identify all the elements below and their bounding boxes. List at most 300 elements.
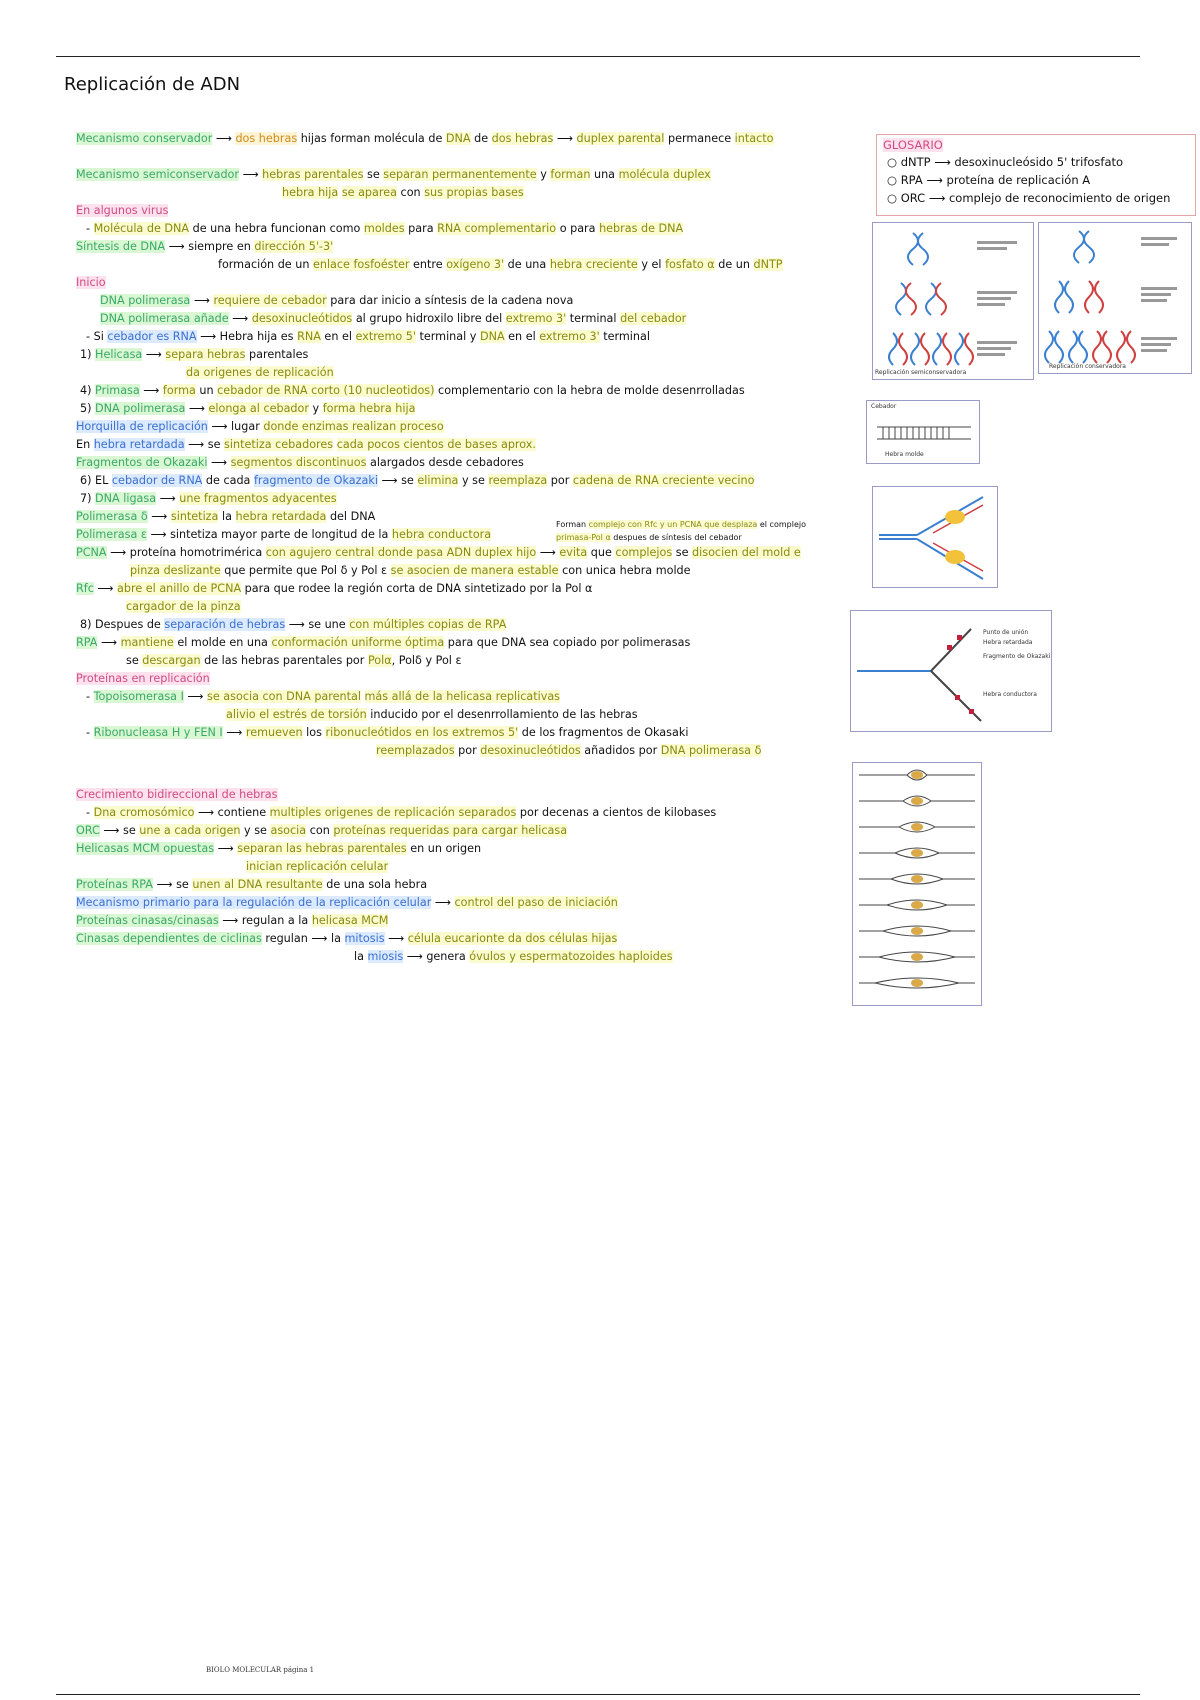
note-line — [76, 456, 524, 469]
note-text: DNA polimerasa — [95, 402, 186, 415]
note-text: para — [404, 222, 438, 235]
note-text: Primasa — [95, 384, 140, 397]
arrow-text: ⟶ — [285, 618, 309, 631]
arrow-text: ⟶ — [185, 402, 209, 415]
arrow-text: ⟶ — [553, 132, 577, 145]
note-text: ORC — [76, 824, 100, 837]
arrow-text: ⟶ — [139, 384, 163, 397]
note-text: DNA polimerasa δ — [660, 744, 762, 757]
note-text: Helicasas MCM opuestas — [76, 842, 215, 855]
arrow-text: ⟶ — [147, 510, 171, 523]
note-text: desoxinucleótidos — [480, 744, 581, 757]
note-text: complejos — [615, 546, 673, 559]
note-line — [76, 132, 774, 145]
note-text: complejo con Rfc y un PCNA que desplaza — [588, 520, 758, 529]
note-line — [76, 896, 618, 909]
note-text: que — [587, 546, 616, 559]
note-text: proteína homotrimérica — [129, 546, 266, 559]
note-text: disocien del mold e — [692, 546, 801, 559]
note-text: alargados desde cebadores — [366, 456, 524, 469]
note-line — [130, 564, 691, 577]
note-text: requiere de cebador — [213, 294, 327, 307]
note-line — [76, 546, 801, 559]
arrow-text: ⟶ — [207, 420, 232, 433]
glossary-list — [887, 155, 1170, 209]
arrow-text: ⟶ — [165, 240, 189, 253]
note-text: y se — [458, 474, 489, 487]
side-note-line — [556, 531, 806, 544]
arrow-text: ⟶ — [106, 546, 130, 559]
note-text: despues de síntesis del cebador — [610, 533, 742, 542]
helicase-marker — [911, 901, 923, 909]
note-text: descargan — [142, 654, 201, 667]
arrow-text: ⟶ — [536, 546, 560, 559]
note-text: separan permanentemente — [383, 168, 537, 181]
note-text: proteínas requeridas para cargar helicasa — [333, 824, 568, 837]
note-text: remueven — [245, 726, 303, 739]
note-text: parentales — [245, 348, 309, 361]
note-text: Mecanismo primario para la regulación de la replicación celular — [76, 896, 432, 909]
note-line — [76, 914, 388, 927]
note-text: al grupo hidroxilo libre del — [352, 312, 506, 325]
note-text: se asocien de manera estable — [390, 564, 559, 577]
arrow-text: ⟶ — [194, 806, 218, 819]
note-text: moldes — [363, 222, 405, 235]
note-text: regulan — [261, 932, 312, 945]
note-text: forma hebra hija — [322, 402, 416, 415]
note-text: duplex parental — [576, 132, 665, 145]
figure-leading-lagging — [850, 610, 1052, 732]
note-text: control del paso de iniciación — [454, 896, 618, 909]
note-line — [76, 510, 375, 523]
helicase-marker — [911, 953, 923, 961]
note-text: de una sola hebra — [322, 878, 428, 891]
note-text: hebras de DNA — [599, 222, 684, 235]
note-text: con múltiples copias de RPA — [349, 618, 507, 631]
note-text: la — [331, 932, 345, 945]
note-line — [80, 492, 337, 505]
top-rule — [56, 56, 1140, 57]
note-line — [86, 330, 650, 343]
note-text: segmentos discontinuos — [230, 456, 367, 469]
note-text: Helicasa — [95, 348, 143, 361]
note-text: asocia — [270, 824, 307, 837]
note-text: una — [590, 168, 619, 181]
note-text: intacto — [734, 132, 774, 145]
note-text: de — [470, 132, 492, 145]
arrow-text: ⟶ — [156, 492, 180, 505]
note-line — [86, 690, 560, 703]
note-text: 5) — [80, 402, 96, 415]
arrow-text: ⟶ — [99, 824, 123, 837]
note-text: , Polδ y Pol ε — [391, 654, 462, 667]
arrow-text: ⟶ — [207, 456, 231, 469]
note-text: Polimerasa δ — [76, 510, 148, 523]
note-text: se — [207, 438, 225, 451]
note-text: o para — [556, 222, 600, 235]
note-text: dos hebras — [235, 132, 298, 145]
note-text: con — [397, 186, 425, 199]
note-text: del cebador — [620, 312, 687, 325]
glossary-item: ○ RPA ⟶ proteína de replicación A — [887, 173, 1091, 187]
helicase-marker — [911, 771, 923, 779]
note-text: se — [126, 654, 143, 667]
note-text: sus propias bases — [424, 186, 524, 199]
note-text: se — [401, 474, 418, 487]
note-text: Síntesis de DNA — [76, 240, 166, 253]
arrow-text: ⟶ — [403, 950, 427, 963]
note-text: helicasa MCM — [311, 914, 389, 927]
note-text: del DNA — [326, 510, 376, 523]
note-text: Forman — [556, 520, 589, 529]
figure-bidirectional — [852, 762, 982, 1006]
arrow-text: ⟶ — [152, 878, 177, 891]
glossary-title: GLOSARIO — [883, 138, 943, 152]
note-text: 1) — [80, 348, 96, 361]
note-text: RNA complementario — [437, 222, 557, 235]
note-text: DNA — [445, 132, 471, 145]
arrow-text: ⟶ — [222, 726, 246, 739]
glossary-item: ○ ORC ⟶ complejo de reconocimiento de origen — [887, 191, 1171, 205]
note-text: En — [76, 438, 94, 451]
note-text: que permite que Pol δ y Pol ε — [220, 564, 391, 577]
note-text: molécula duplex — [618, 168, 711, 181]
note-text: alivio el estrés de torsión — [226, 708, 367, 721]
note-text: hebra conductora — [391, 528, 492, 541]
helicase-marker — [911, 875, 923, 883]
note-line — [86, 222, 683, 235]
note-text: por decenas a cientos de kilobases — [516, 806, 717, 819]
note-text: En algunos virus — [76, 204, 169, 217]
note-text: cebador es RNA — [107, 330, 197, 343]
note-text: con — [306, 824, 334, 837]
note-text: extremo 5' — [355, 330, 416, 343]
note-text: inducido por el desenrrollamiento de las hebras — [366, 708, 638, 721]
arrow-text: ⟶ — [183, 690, 208, 703]
note-text: de cada — [202, 474, 254, 487]
note-text: Polα — [367, 654, 392, 667]
note-text: PCNA — [76, 546, 107, 559]
bottom-rule — [56, 1694, 1140, 1695]
note-text: DNA ligasa — [95, 492, 157, 505]
note-text: terminal — [599, 330, 650, 343]
note-line — [76, 582, 592, 595]
bubbles-illustration — [853, 763, 981, 1005]
note-text: hebra retardada — [93, 438, 185, 451]
note-line — [76, 788, 278, 801]
note-text: terminal y — [415, 330, 480, 343]
note-text: enlace fosfoéster — [312, 258, 410, 271]
arrow-text: ⟶ — [190, 294, 214, 307]
note-line — [376, 744, 761, 757]
note-line — [246, 860, 388, 873]
note-line — [76, 276, 106, 289]
note-text: - — [86, 690, 94, 703]
note-line — [76, 168, 711, 181]
note-text: el molde en una — [173, 636, 272, 649]
note-text: da origenes de replicación — [186, 366, 334, 379]
note-text: Hebra hija es — [219, 330, 298, 343]
note-line — [218, 258, 783, 271]
page-title: Replicación de ADN — [64, 74, 241, 95]
note-text: inician replicación celular — [246, 860, 389, 873]
figure-replication-fork — [872, 486, 998, 588]
note-text: abre el anillo de PCNA — [117, 582, 242, 595]
note-text: en el — [504, 330, 540, 343]
note-text: complementario con la hebra de molde desenrrolladas — [434, 384, 745, 397]
note-text: - — [86, 726, 94, 739]
note-line — [76, 636, 690, 649]
note-text: célula eucarionte da dos células hijas — [407, 932, 618, 945]
note-text: Mecanismo semiconservador — [76, 168, 240, 181]
note-text: mitosis — [344, 932, 385, 945]
note-line — [80, 618, 506, 631]
figure-caption: Replicación conservadora — [1049, 363, 1126, 370]
note-text: Crecimiento bidireccional de hebras — [76, 788, 278, 801]
arrow-text: ⟶ — [184, 438, 208, 451]
helicase-marker — [911, 797, 923, 805]
note-text: añadidos por — [580, 744, 661, 757]
note-text: lugar — [231, 420, 264, 433]
note-text: Horquilla de replicación — [76, 420, 208, 433]
note-line — [76, 204, 168, 217]
note-text: evita — [559, 546, 588, 559]
note-text: Proteínas cinasas/cinasas — [76, 914, 219, 927]
note-text: separan las hebras parentales — [237, 842, 407, 855]
note-text: Cinasas dependientes de ciclinas — [76, 932, 262, 945]
note-text: une fragmentos adyacentes — [179, 492, 337, 505]
note-text: y — [536, 168, 551, 181]
note-text: hebra retardada — [235, 510, 327, 523]
arrow-text: ⟶ — [239, 168, 263, 181]
arrow-text: ⟶ — [228, 312, 252, 325]
note-text: sintetiza cebadores — [224, 438, 334, 451]
arrow-text: ⟶ — [384, 932, 408, 945]
figure-semiconservative — [872, 222, 1034, 380]
note-text: DNA polimerasa — [100, 294, 191, 307]
note-text: se une — [308, 618, 350, 631]
note-text: elonga al cebador — [208, 402, 309, 415]
note-line — [86, 806, 716, 819]
side-note-line — [556, 518, 806, 531]
note-text: genera — [426, 950, 470, 963]
arrow-text: ⟶ — [142, 348, 166, 361]
note-text: por — [547, 474, 573, 487]
glossary-item: ○ dNTP ⟶ desoxinucleósido 5' trifosfato — [887, 155, 1124, 169]
note-text — [361, 690, 365, 703]
note-text: de una hebra funcionan como — [189, 222, 364, 235]
note-text: de los fragmentos de Okasaki — [518, 726, 689, 739]
note-text: el complejo — [757, 520, 806, 529]
note-line — [76, 438, 536, 451]
side-note — [556, 518, 806, 544]
note-text: Polimerasa ε — [76, 528, 147, 541]
note-text: contiene — [217, 806, 270, 819]
note-text: conformación uniforme óptima — [271, 636, 445, 649]
helicase-marker — [911, 823, 923, 831]
note-text: mantiene — [120, 636, 174, 649]
note-text: - — [86, 222, 94, 235]
note-text: fosfato α — [665, 258, 715, 271]
arrow-text: ⟶ — [431, 896, 455, 909]
note-text: cebador de RNA — [111, 474, 203, 487]
note-line — [76, 240, 333, 253]
note-text: la — [218, 510, 236, 523]
note-line — [76, 842, 481, 855]
note-text: se — [123, 824, 140, 837]
note-text: y se — [240, 824, 271, 837]
note-line — [80, 348, 308, 361]
fork-label: Hebra conductora — [983, 691, 1037, 698]
note-text: hebra hija — [282, 186, 339, 199]
figure-caption: Replicación semiconservadora — [875, 369, 967, 376]
note-line — [80, 474, 754, 487]
fork-label: Punto de unión — [983, 629, 1029, 636]
note-text: óvulos y espermatozoides haploides — [469, 950, 673, 963]
dna-helices-illustration — [1039, 223, 1191, 373]
note-line — [86, 726, 688, 739]
note-text: DNA polimerasa añade — [100, 312, 229, 325]
note-text: entre — [409, 258, 447, 271]
note-text: para que rodee la región corta de DNA sintetizado por la Pol α — [241, 582, 593, 595]
note-text: 6) EL — [80, 474, 112, 487]
note-text: regulan a la — [241, 914, 312, 927]
arrow-text: ⟶ — [214, 842, 238, 855]
note-text: cada pocos cientos de bases aprox. — [336, 438, 536, 451]
note-text: Ribonucleasa H y FEN I — [93, 726, 223, 739]
note-text: fragmento de Okazaki — [253, 474, 378, 487]
note-text: sintetiza mayor parte de longitud de la — [170, 528, 392, 541]
note-text: la — [354, 950, 368, 963]
arrow-text: ⟶ — [196, 330, 220, 343]
note-text: extremo 3' — [505, 312, 567, 325]
primer-label: Cebador — [871, 403, 897, 410]
page-footer: BIOLO MOLECULAR página 1 — [206, 1666, 315, 1674]
note-line — [76, 932, 617, 945]
note-text: se — [176, 878, 193, 891]
note-text: unen al DNA resultante — [192, 878, 323, 891]
note-text: Inicio — [76, 276, 106, 289]
note-text: separa hebras — [165, 348, 246, 361]
note-text: forma — [162, 384, 196, 397]
note-text: para dar inicio a síntesis de la cadena nova — [326, 294, 574, 307]
note-line — [126, 654, 462, 667]
note-text: Proteínas RPA — [76, 878, 153, 891]
note-text: para que DNA sea copiado por polimerasas — [444, 636, 691, 649]
fork-label: Fragmento de Okazaki — [983, 653, 1051, 660]
note-line — [80, 384, 745, 397]
arrow-text: ⟶ — [377, 474, 402, 487]
figure-conservative — [1038, 222, 1192, 374]
note-line — [282, 186, 524, 199]
note-text: oxígeno 3' — [446, 258, 505, 271]
note-text: Mecanismo conservador — [76, 132, 213, 145]
note-text: de las hebras parentales por — [200, 654, 368, 667]
note-line — [76, 672, 210, 685]
note-line — [226, 708, 638, 721]
note-line — [76, 420, 444, 433]
note-text: Dna cromosómico — [93, 806, 195, 819]
note-text: Molécula de DNA — [93, 222, 190, 235]
note-text: cebador de RNA corto (10 nucleotidos) — [217, 384, 435, 397]
note-text: y — [308, 402, 323, 415]
note-text: un — [195, 384, 218, 397]
note-text: Proteínas en replicación — [76, 672, 210, 685]
note-text: 4) — [80, 384, 96, 397]
arrow-text: ⟶ — [218, 914, 242, 927]
note-text: permanece — [664, 132, 735, 145]
note-line — [76, 878, 427, 891]
note-text: y el — [637, 258, 666, 271]
note-line — [186, 366, 334, 379]
note-line — [126, 600, 241, 613]
helicase-marker — [911, 979, 923, 987]
note-text: formación de un — [218, 258, 313, 271]
note-text: en el — [320, 330, 356, 343]
note-text: por — [454, 744, 481, 757]
note-text: multiples origenes de replicación separados — [269, 806, 517, 819]
note-line — [80, 402, 415, 415]
note-text: hijas forman molécula de — [297, 132, 446, 145]
helicase-marker — [911, 849, 923, 857]
note-text: desoxinucleótidos — [251, 312, 353, 325]
figure-primer — [866, 400, 980, 464]
note-text: pinza deslizante — [130, 564, 221, 577]
note-text: 8) Despues de — [80, 618, 165, 631]
note-text: extremo 3' — [539, 330, 600, 343]
note-text: Fragmentos de Okazaki — [76, 456, 208, 469]
note-text: - Si — [86, 330, 108, 343]
note-text: cargador de la pinza — [126, 600, 241, 613]
template-label: Hebra molde — [885, 451, 924, 458]
note-text: los — [302, 726, 326, 739]
note-text: se asocia con DNA parental — [207, 690, 361, 703]
note-text: separación de hebras — [164, 618, 286, 631]
arrow-text: ⟶ — [97, 636, 121, 649]
note-text: se — [363, 168, 384, 181]
fork-label: Hebra retardada — [983, 639, 1033, 646]
note-text: Rfc — [76, 582, 94, 595]
note-line — [76, 528, 491, 541]
fork-illustration — [873, 487, 997, 587]
note-line — [76, 824, 567, 837]
note-text: elimina — [417, 474, 459, 487]
note-text: dNTP — [753, 258, 783, 271]
note-text: une a cada origen — [139, 824, 241, 837]
note-text: reemplazados — [376, 744, 455, 757]
arrow-text: ⟶ — [93, 582, 118, 595]
note-text: de un — [714, 258, 754, 271]
note-text: RPA — [76, 636, 98, 649]
note-text: ribonucleótidos en los extremos 5' — [325, 726, 519, 739]
note-text: en un origen — [406, 842, 482, 855]
arrow-text: ⟶ — [212, 132, 236, 145]
note-text: donde enzimas realizan proceso — [263, 420, 444, 433]
note-line — [100, 294, 573, 307]
note-text: con unica hebra molde — [558, 564, 691, 577]
note-text: cadena de RNA creciente vecino — [572, 474, 755, 487]
note-text: más allá de la helicasa replicativas — [364, 690, 561, 703]
note-text: dos hebras — [491, 132, 554, 145]
note-text: DNA — [479, 330, 505, 343]
note-text: dirección 5'-3' — [254, 240, 334, 253]
note-text: siempre en — [188, 240, 255, 253]
note-text: RNA — [297, 330, 321, 343]
note-line — [354, 950, 673, 963]
note-text: primasa-Pol α — [556, 533, 611, 542]
note-text: 7) — [80, 492, 96, 505]
note-text: forman — [550, 168, 591, 181]
